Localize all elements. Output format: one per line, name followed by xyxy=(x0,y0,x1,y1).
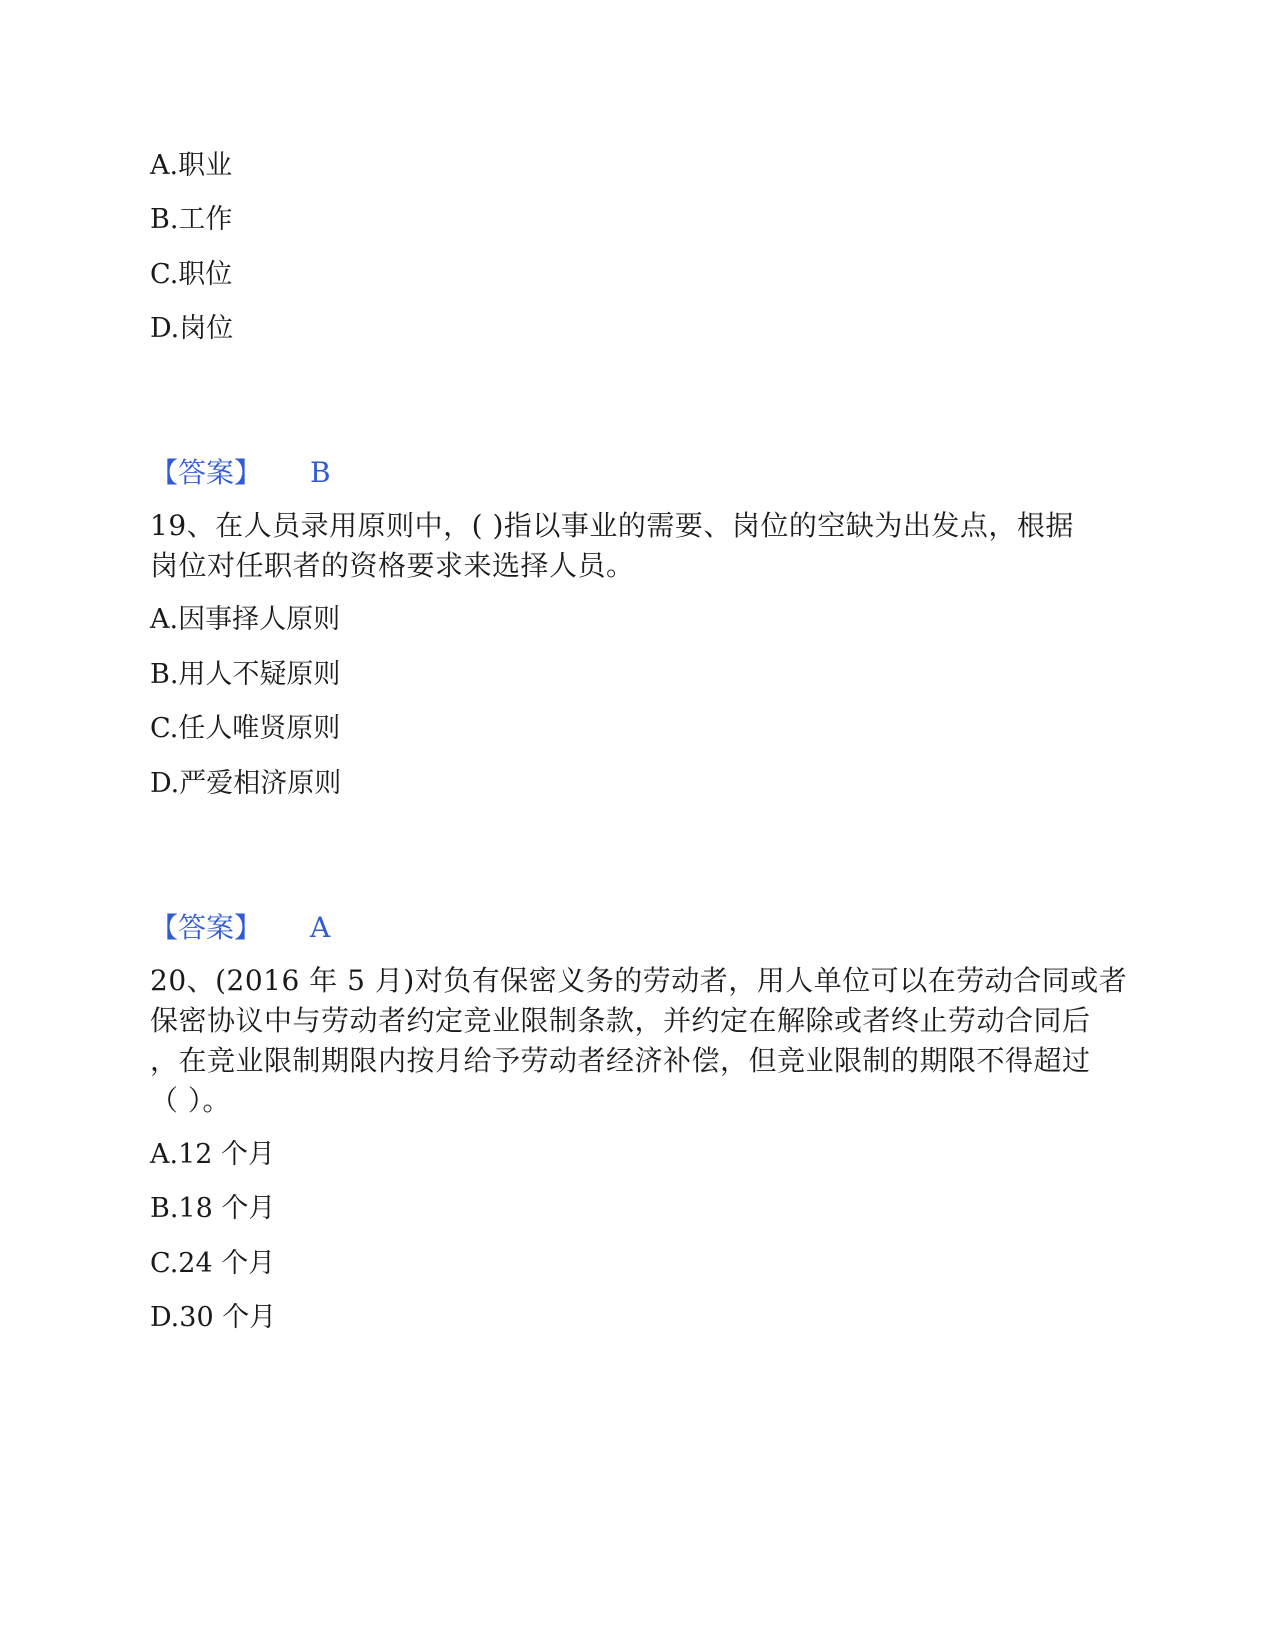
question-19-line-2: 岗位对任职者的资格要求来选择人员。 xyxy=(150,549,635,582)
q19-option-c: C.任人唯贤原则 xyxy=(150,713,341,744)
question-20-line-2: 保密协议中与劳动者约定竞业限制条款，并约定在解除或者终止劳动合同后 xyxy=(150,1004,1091,1037)
q19-answer-value: A xyxy=(310,911,331,944)
q19-option-d: D.严爱相济原则 xyxy=(150,768,342,799)
q20-option-b: B.18 个月 xyxy=(150,1193,276,1224)
q19-option-a: A.因事择人原则 xyxy=(150,604,341,635)
q20-option-c: C.24 个月 xyxy=(150,1248,276,1279)
question-20-line-4: （ ）。 xyxy=(150,1084,231,1117)
q20-option-a: A.12 个月 xyxy=(150,1139,276,1170)
q19-answer-label: 【答案】 xyxy=(150,911,263,944)
answer-value: B xyxy=(310,456,331,489)
answer-label: 【答案】 xyxy=(150,456,263,489)
question-20-line-3: ，在竞业限制期限内按月给予劳动者经济补偿，但竞业限制的期限不得超过 xyxy=(150,1044,1091,1077)
option-d: D.岗位 xyxy=(150,313,234,344)
option-c: C.职位 xyxy=(150,259,233,290)
question-20-line-1: 20、(2016 年 5 月)对负有保密义务的劳动者，用人单位可以在劳动合同或者 xyxy=(150,964,1128,997)
answer-line xyxy=(150,454,331,492)
option-a: A.职业 xyxy=(150,150,233,181)
q19-answer-line xyxy=(150,909,330,947)
q19-option-b: B.用人不疑原则 xyxy=(150,659,341,690)
option-b: B.工作 xyxy=(150,204,233,235)
q20-option-d: D.30 个月 xyxy=(150,1302,277,1333)
question-19-line-1: 19、在人员录用原则中，( )指以事业的需要、岗位的空缺为出发点，根据 xyxy=(150,509,1074,542)
